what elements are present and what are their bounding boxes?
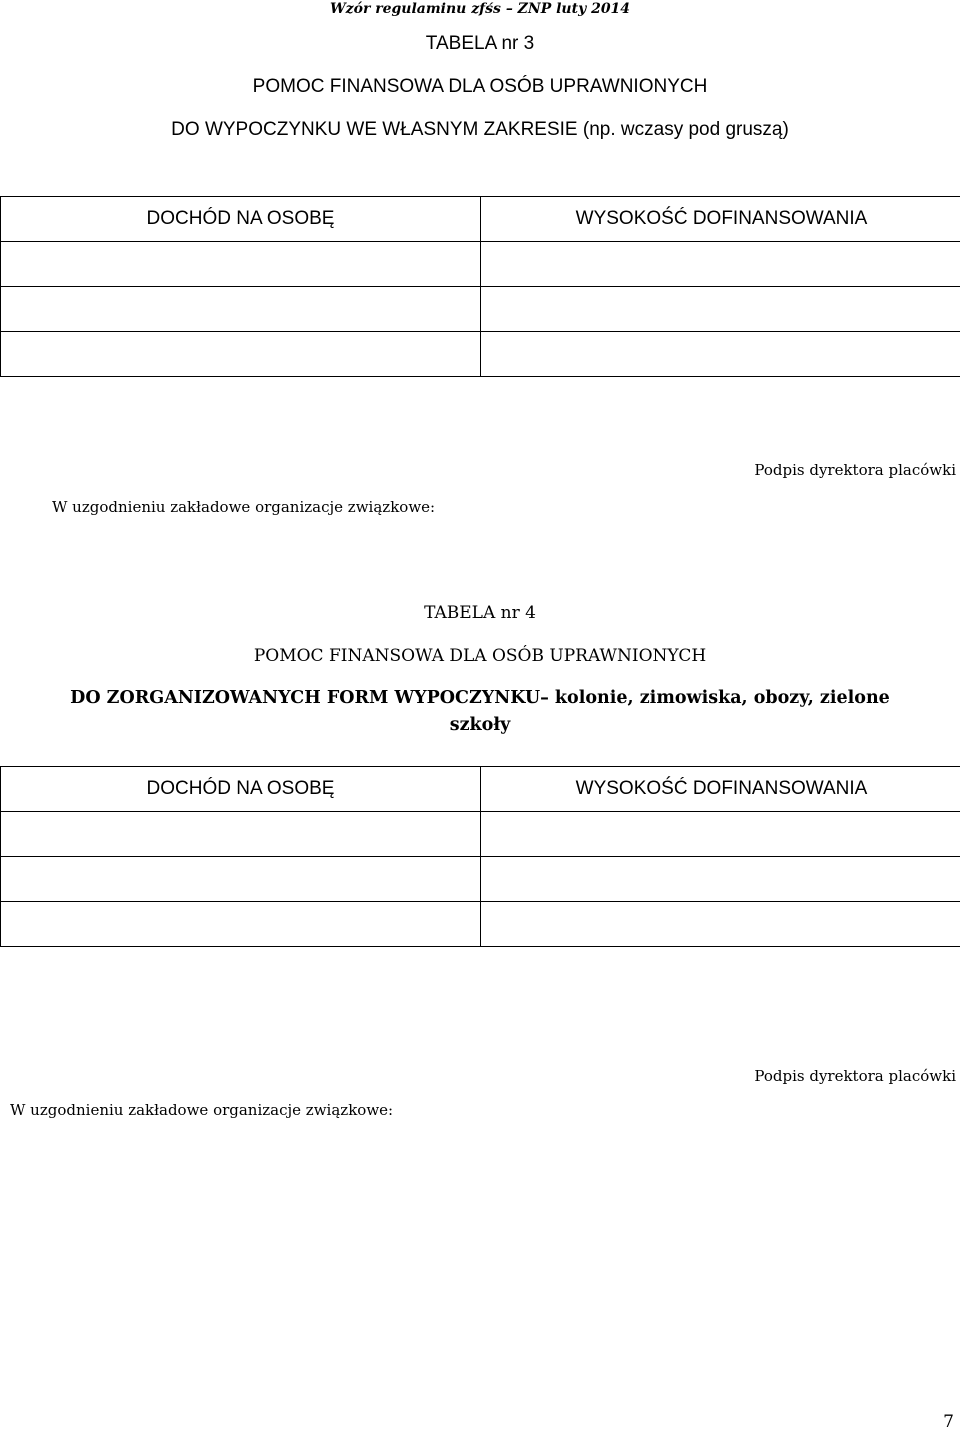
table3: [0, 196, 960, 377]
table-cell: [1, 287, 481, 332]
table-cell: [481, 902, 960, 947]
table-cell: [481, 332, 960, 377]
director-signature-label: Podpis dyrektora placówki: [754, 1067, 956, 1085]
table4-heading-line1: POMOC FINANSOWA DLA OSÓB UPRAWNIONYCH: [253, 646, 707, 666]
table-cell: [1, 902, 481, 947]
table-header-row: [1, 767, 960, 812]
table-row: [1, 287, 960, 332]
table-cell: [1, 242, 481, 287]
table-row: [1, 857, 960, 902]
table4: [0, 766, 960, 947]
union-agreement-label: W uzgodnieniu zakładowe organizacje związkowe:: [52, 498, 436, 516]
header-note: Wzór regulaminu zfśs – ZNP luty 2014: [329, 1, 631, 17]
col-header-income: DOCHÓD NA OSOBĘ: [1, 197, 481, 242]
table3-heading-line1: POMOC FINANSOWA DLA OSÓB UPRAWNIONYCH: [252, 76, 708, 97]
union-agreement-label: W uzgodnieniu zakładowe organizacje związkowe:: [10, 1101, 394, 1119]
table-row: [1, 332, 960, 377]
table-row: [1, 242, 960, 287]
page-number: 7: [943, 1412, 954, 1432]
table4-title: TABELA nr 4: [424, 603, 536, 623]
table4-heading-line2: DO ZORGANIZOWANYCH FORM WYPOCZYNKU– kolonie, zimowiska, obozy, zielone: [70, 688, 890, 708]
table-row: [1, 902, 960, 947]
table-cell: [1, 812, 481, 857]
table3-title: TABELA nr 3: [425, 33, 535, 54]
table-row: [1, 812, 960, 857]
table-cell: [481, 812, 960, 857]
table3-heading-line2: DO WYPOCZYNKU WE WŁASNYM ZAKRESIE (np. wczasy pod gruszą): [171, 119, 789, 140]
table4-heading-line3: szkoły: [449, 715, 511, 735]
col-header-income: DOCHÓD NA OSOBĘ: [1, 767, 481, 812]
director-signature-label: Podpis dyrektora placówki: [754, 461, 956, 479]
table-header-row: [1, 197, 960, 242]
col-header-subsidy: WYSOKOŚĆ DOFINANSOWANIA: [481, 767, 960, 812]
table-cell: [1, 332, 481, 377]
table-cell: [481, 857, 960, 902]
col-header-subsidy: WYSOKOŚĆ DOFINANSOWANIA: [481, 197, 960, 242]
table-cell: [481, 287, 960, 332]
table-cell: [481, 242, 960, 287]
table-cell: [1, 857, 481, 902]
